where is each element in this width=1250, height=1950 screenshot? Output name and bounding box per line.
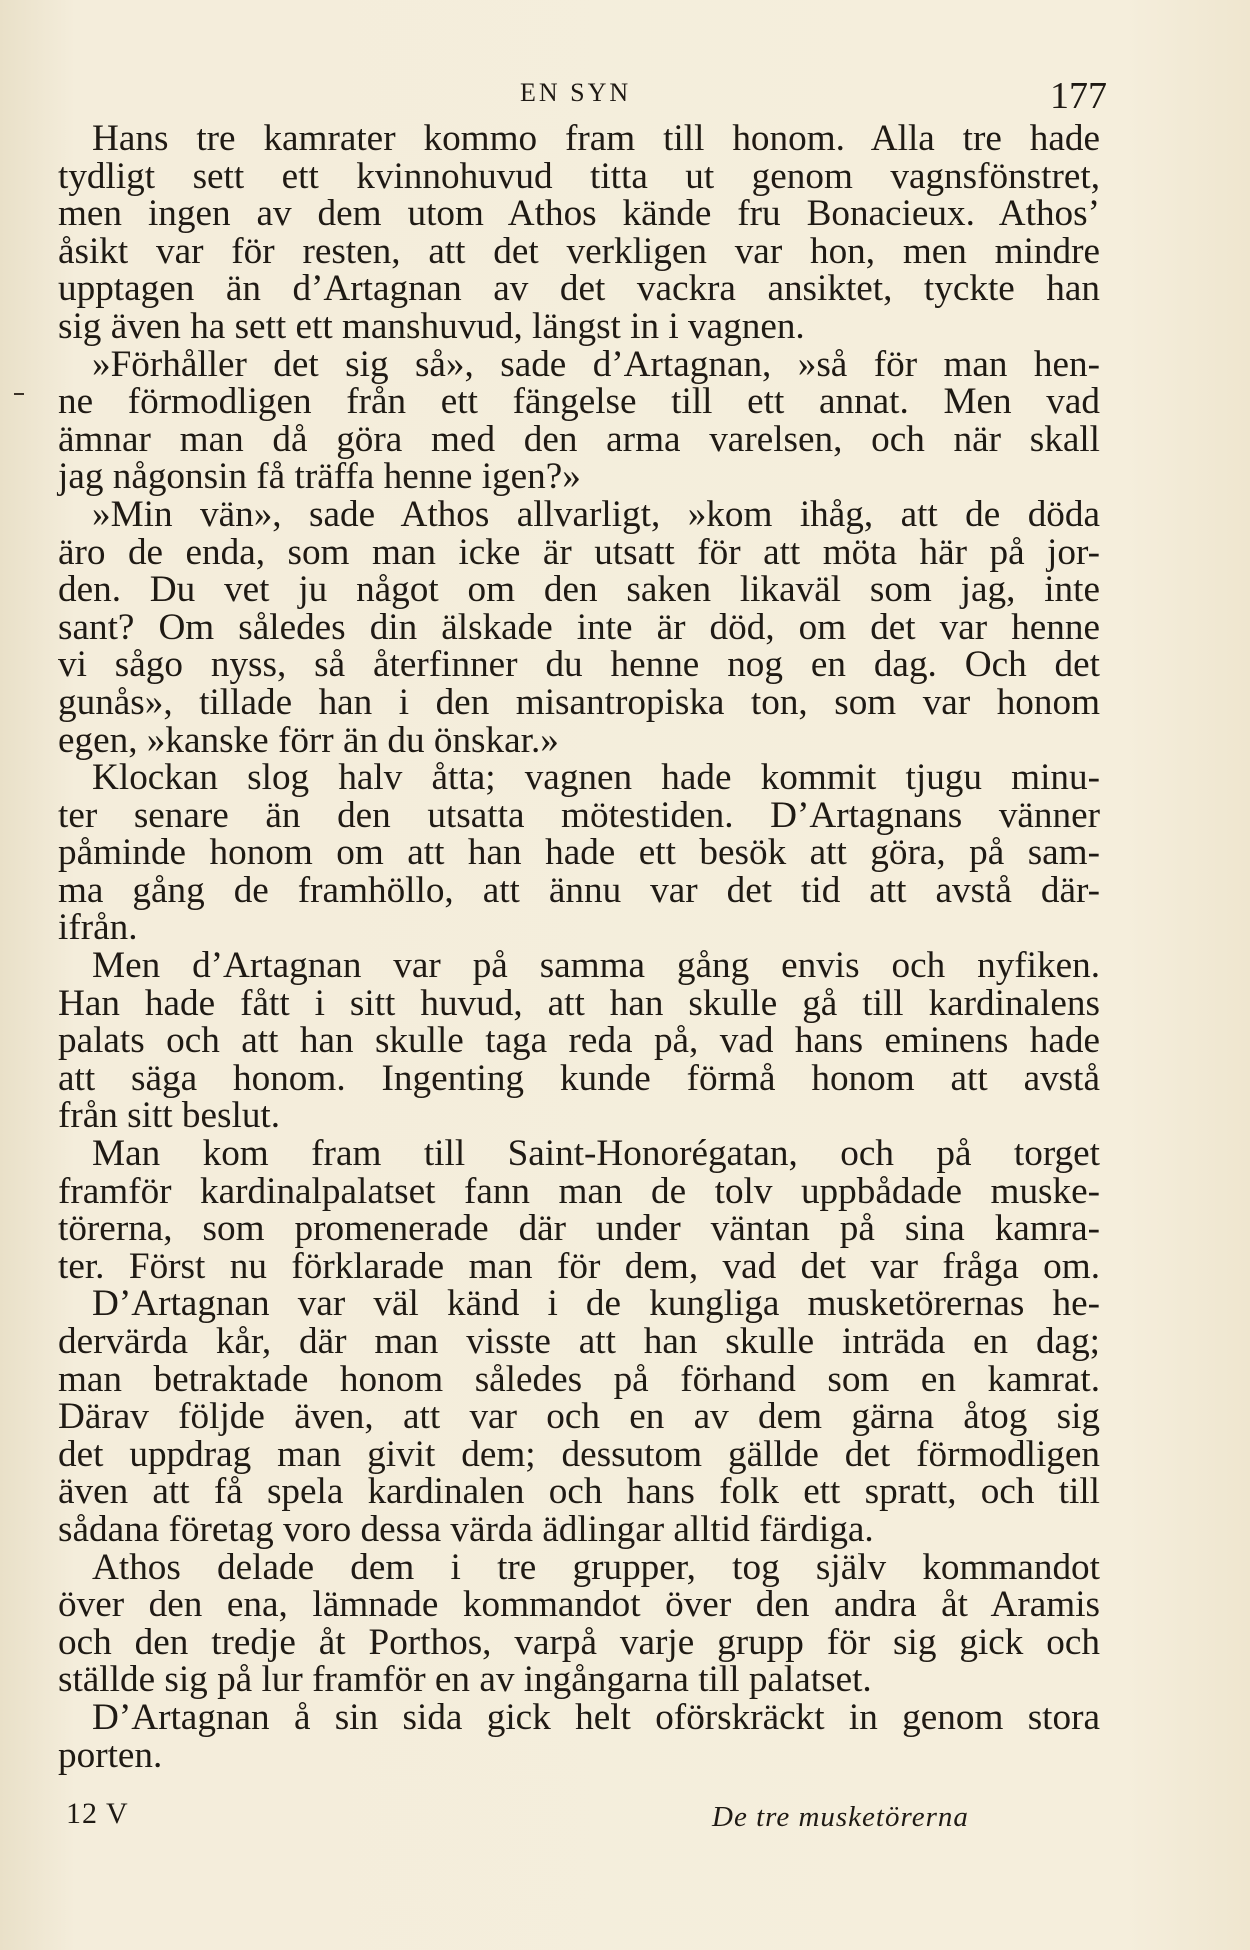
text-line: ne förmodligen från ett fängelse till ett annat. Men vad — [58, 381, 1100, 423]
page-number: 177 — [1050, 75, 1107, 117]
text-line: det uppdrag man givit dem; dessutom gällde det förmodligen — [58, 1433, 1100, 1475]
margin-mark — [14, 393, 24, 395]
text-line: Klockan slog halv åtta; vagnen hade kommit tjugu minu- — [92, 757, 1100, 799]
text-line: åsikt var för resten, att det verkligen var hon, men mindre — [58, 230, 1100, 272]
text-line: även att få spela kardinalen och hans folk ett spratt, och till — [58, 1471, 1100, 1513]
text-line: »Min vän», sade Athos allvarligt, »kom ihåg, att de döda — [92, 493, 1100, 535]
text-line: den. Du vet ju något om den saken likaväl som jag, inte — [58, 569, 1100, 611]
text-line: över den ena, lämnade kommandot över den andra åt Aramis — [58, 1584, 1100, 1626]
text-line: Men d’Artagnan var på samma gång envis och nyfiken. — [92, 945, 1100, 987]
text-line: att säga honom. Ingenting kunde förmå honom att avstå — [58, 1057, 1100, 1099]
running-head — [0, 74, 1250, 117]
text-line: ma gång de framhöllo, att ännu var det tid att avstå där- — [58, 869, 1100, 911]
book-title: De tre musketörerna — [712, 1801, 969, 1833]
text-line: äro de enda, som man icke är utsatt för att möta här på jor- — [58, 531, 1100, 573]
text-line: men ingen av dem utom Athos kände fru Bonacieux. Athos’ — [58, 193, 1100, 235]
text-line: D’Artagnan var väl känd i de kungliga musketörernas he- — [92, 1283, 1100, 1325]
text-line: upptagen än d’Artagnan av det vackra ansiktet, tyckte han — [58, 268, 1100, 310]
text-line: sig även ha sett ett manshuvud, längst in i vagnen. — [58, 305, 805, 347]
text-line: framför kardinalpalatset fann man de tolv uppbådade muske- — [58, 1170, 1100, 1212]
text-line: egen, »kanske förr än du önskar.» — [58, 719, 559, 761]
text-line: Man kom fram till Saint-Honorégatan, och på torget — [92, 1133, 1100, 1175]
text-line: Hans tre kamrater kommo fram till honom. Alla tre hade — [92, 118, 1100, 159]
body-text — [58, 120, 1100, 1774]
text-line: dervärda kår, där man visste att han skulle inträda en dag; — [58, 1321, 1100, 1362]
text-line: ifrån. — [58, 907, 138, 949]
text-line: vi sågo nyss, så återfinner du henne nog en dag. Och det — [58, 644, 1100, 686]
text-line: palats och att han skulle taga reda på, vad hans eminens hade — [58, 1020, 1100, 1062]
text-line: gunås», tillade han i den misantropiska ton, som var honom — [58, 681, 1100, 723]
text-line: tydligt sett ett kvinnohuvud titta ut genom vagnsfönstret, — [58, 155, 1100, 197]
text-line: »Förhåller det sig så», sade d’Artagnan, »så för man hen- — [92, 343, 1100, 385]
text-line: ter. Först nu förklarade man för dem, vad det var fråga om. — [58, 1245, 1100, 1287]
running-title: EN SYN — [520, 78, 632, 107]
text-line: Athos delade dem i tre grupper, tog själv kommandot — [92, 1546, 1100, 1588]
text-line: från sitt beslut. — [58, 1095, 281, 1137]
text-line: påminde honom om att han hade ett besök att göra, på sam- — [58, 832, 1100, 874]
text-line: ter senare än den utsatta mötestiden. D’Artagnans vänner — [58, 794, 1100, 836]
text-line: ställde sig på lur framför en av ingångarna till palatset. — [58, 1659, 872, 1701]
page-footer — [0, 1797, 1250, 1847]
text-line: Han hade fått i sitt huvud, att han skulle gå till kardinalens — [58, 982, 1100, 1024]
text-line: Därav följde även, att var och en av dem gärna åtog sig — [58, 1396, 1100, 1438]
text-line: D’Artagnan å sin sida gick helt oförskräckt in genom stora — [92, 1696, 1100, 1738]
text-line: man betraktade honom således på förhand som en kamrat. — [58, 1358, 1100, 1400]
text-line: ämnar man då göra med den arma varelsen, och när skall — [58, 418, 1100, 460]
text-line: törerna, som promenerade där under väntan på sina kamra- — [58, 1208, 1100, 1250]
text-line: sådana företag voro dessa värda ädlingar alltid färdiga. — [58, 1508, 874, 1550]
printer-signature: 12 V — [66, 1797, 129, 1830]
text-line: sant? Om således din älskade inte är död, om det var henne — [58, 606, 1100, 648]
text-line: porten. — [58, 1734, 163, 1776]
text-line: jag någonsin få träffa henne igen?» — [58, 456, 581, 498]
text-line: och den tredje åt Porthos, varpå varje grupp för sig gick och — [58, 1621, 1100, 1663]
